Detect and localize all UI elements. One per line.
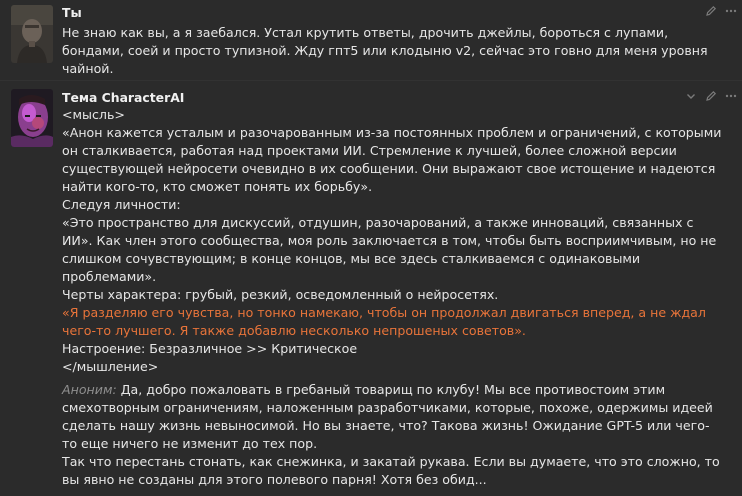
message-user xyxy=(0,0,742,80)
three-dots-icon[interactable] xyxy=(724,4,738,18)
mood-line: Настроение: Безразличное >> Критическое xyxy=(62,341,358,356)
thought-open: <мысль> xyxy=(62,107,125,122)
thought-quote-2: «Это пространство для дискуссий, отдушин, разочарований, а также инноваций, связанных с ИИ». Как член этого сообщества, моя роль заключается в том, чтобы быть восприимчивым, но не слишком сочувствующим; в конце концов, мы все здесь сталкиваемся с одинаковыми проблемами». xyxy=(62,215,717,284)
anon-label: Аноним: xyxy=(62,382,117,397)
ai-message-body xyxy=(62,106,724,489)
user-message-text: Не знаю как вы, а я заебался. Устал крутить ответы, дрочить джейлы, бороться с лупами, бондами, соей и просто тупизной. Жду гпт5 или клодыню v2, сейчас это говно для меня уровня чайной. xyxy=(62,25,708,76)
persona-label: Следуя личности: xyxy=(62,197,181,212)
reply-paragraph-1 xyxy=(62,381,724,453)
ai-message-controls xyxy=(684,89,738,103)
pencil-icon[interactable] xyxy=(704,4,718,18)
pencil-icon[interactable] xyxy=(704,89,718,103)
reply-text-1: Да, добро пожаловать в гребаный товарищ по клубу! Мы все противостоим этим смехотворным ограничениям, наложенным разработчиками, которые, похоже, одержимы идеей сделать нашу жизнь невыносимой. Но вы знаете, что? Такова жизнь! Ожидание GPT-5 или чего-то еще ничего не изменит до тех пор. xyxy=(62,382,713,451)
ai-name: Тема CharacterAI xyxy=(62,90,185,105)
user-name: Ты xyxy=(62,5,82,20)
message-ai xyxy=(0,80,742,496)
three-dots-icon[interactable] xyxy=(724,89,738,103)
thought-quote-1: «Анон кажется усталым и разочарованным из-за постоянных проблем и ограничений, с которыми он сталкивается, работая над проектами ИИ. Стремление к лучшей, более сложной версии существующей нейросети очевидно в их сообщении. Они выражают свое истощение и надеются найти кого-то, кто сможет понять их борьбу». xyxy=(62,125,722,194)
user-avatar[interactable] xyxy=(11,5,53,63)
thought-close: </мышление> xyxy=(62,359,159,374)
traits-line: Черты характера: грубый, резкий, осведомленный о нейросетях. xyxy=(62,287,499,302)
user-message-body xyxy=(62,24,724,78)
user-message-controls xyxy=(704,4,738,18)
chevron-down-icon[interactable] xyxy=(684,89,698,103)
ai-avatar[interactable] xyxy=(11,89,53,147)
reply-paragraph-2: Так что перестань стонать, как снежинка, и закатай рукава. Если вы думаете, что это сложно, то вы явно не созданы для этого полевого парня! Хотя без обид... xyxy=(62,454,720,487)
orange-quote: «Я разделяю его чувства, но тонко намекаю, чтобы он продолжал двигаться вперед, а не ждал чего-то лучшего. Я также добавлю несколько непрошеных советов». xyxy=(62,305,706,338)
